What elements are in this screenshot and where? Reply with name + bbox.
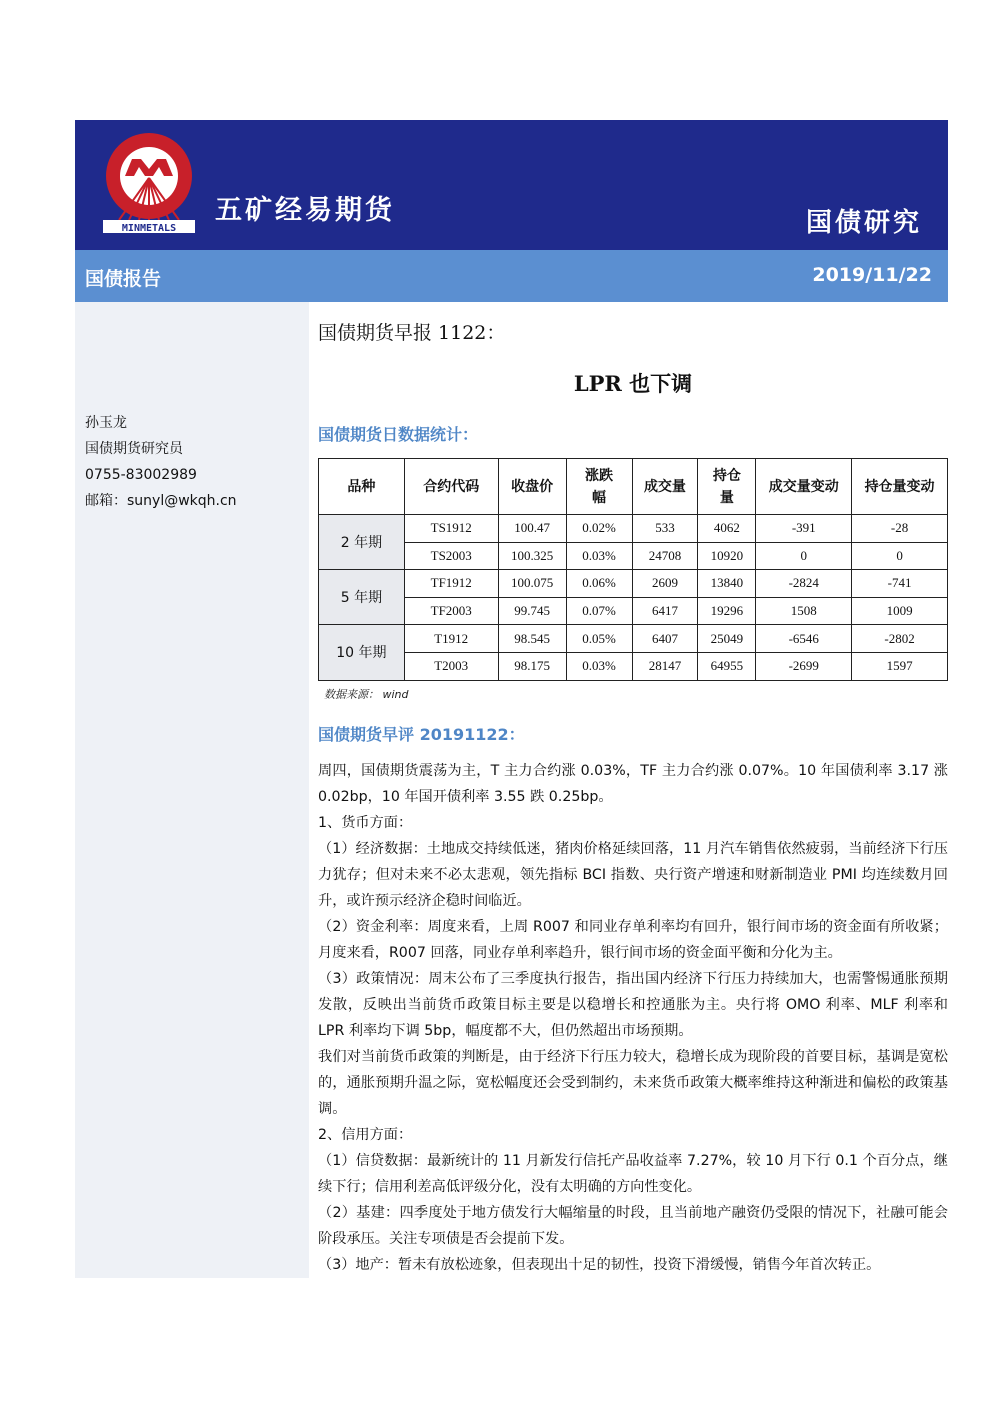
- table-cell: 19296: [698, 597, 756, 625]
- table-row: [319, 570, 948, 598]
- table-cell: 1009: [852, 597, 948, 625]
- table-cell: 4062: [698, 515, 756, 543]
- table-cell: 0.03%: [566, 542, 632, 570]
- author-name: 孙玉龙: [85, 415, 127, 431]
- table-cell: TF1912: [404, 570, 498, 598]
- headline: LPR 也下调: [573, 371, 693, 396]
- table-row: [319, 542, 948, 570]
- table-cell: TS1912: [404, 515, 498, 543]
- table-cell: 1597: [852, 652, 948, 680]
- table-cell: 0.03%: [566, 652, 632, 680]
- table-header: 涨跌幅: [566, 459, 632, 515]
- author-info: [85, 410, 237, 514]
- table-cell: -2802: [852, 625, 948, 653]
- table-cell: 24708: [632, 542, 698, 570]
- table-header: 收盘价: [498, 459, 566, 515]
- body-paragraph: 2、信用方面：: [318, 1127, 413, 1143]
- logo-lettering: MINMETALS: [121, 223, 177, 234]
- body-paragraph: （3）政策情况：周末公布了三季度执行报告，指出国内经济下行压力持续加大，也需警惕通胀预期发散，反映出当前货币政策目标主要是以稳增长和控通胀为主。央行将 OMO 利率、MLF 利率和 LPR 利率均下调 5bp，幅度都不大，但仍然超出市场预期。: [318, 971, 948, 1039]
- table-header: 合约代码: [404, 459, 498, 515]
- review-heading: 国债期货早评 20191122：: [318, 725, 525, 744]
- table-header: 持仓量变动: [852, 459, 948, 515]
- futures-stats-table: [318, 458, 948, 681]
- table-header: 成交量变动: [756, 459, 852, 515]
- body-paragraph: 周四，国债期货震荡为主，T 主力合约涨 0.03%，TF 主力合约涨 0.07%。10 年国债利率 3.17 涨 0.02bp，10 年国开债利率 3.55 跌 0.25bp。: [318, 763, 948, 805]
- table-cell: 0.02%: [566, 515, 632, 543]
- body-paragraph: （3）地产：暂未有放松迹象，但表现出十足的韧性，投资下滑缓慢，销售今年首次转正。: [318, 1257, 881, 1273]
- table-cell: 100.47: [498, 515, 566, 543]
- variety-cell: 2 年期: [319, 515, 405, 570]
- table-cell: 6407: [632, 625, 698, 653]
- table-cell: T1912: [404, 625, 498, 653]
- table-row: [319, 652, 948, 680]
- table-cell: 28147: [632, 652, 698, 680]
- table-cell: TS2003: [404, 542, 498, 570]
- table-cell: -2699: [756, 652, 852, 680]
- table-cell: 99.745: [498, 597, 566, 625]
- author-phone: 0755-83002989: [85, 467, 197, 483]
- data-source: 数据来源： wind: [324, 688, 409, 701]
- author-title: 国债期货研究员: [85, 441, 183, 457]
- table-cell: 98.545: [498, 625, 566, 653]
- report-date: 2019/11/22: [812, 264, 932, 286]
- body-paragraph: （2）资金利率：周度来看，上周 R007 和同业存单利率均有回升，银行间市场的资金面有所收紧；月度来看，R007 回落，同业存单利率趋升，银行间市场的资金面平衡和分化为主。: [318, 919, 948, 961]
- table-cell: 13840: [698, 570, 756, 598]
- table-cell: 98.175: [498, 652, 566, 680]
- body-paragraph: （1）经济数据：土地成交持续低迷，猪肉价格延续回落，11 月汽车销售依然疲弱，当前经济下行压力犹存；但对未来不必太悲观，领先指标 BCI 指数、央行资产增速和财新制造业 PMI 均连续数月回升，或许预示经济企稳时间临近。: [318, 841, 948, 909]
- table-cell: -391: [756, 515, 852, 543]
- table-cell: 64955: [698, 652, 756, 680]
- author-email[interactable]: 邮箱：sunyl@wkqh.cn: [85, 493, 237, 509]
- table-row: [319, 597, 948, 625]
- table-cell: -741: [852, 570, 948, 598]
- review-body: [318, 758, 948, 1278]
- table-cell: T2003: [404, 652, 498, 680]
- table-cell: -6546: [756, 625, 852, 653]
- table-cell: 1508: [756, 597, 852, 625]
- body-paragraph: 我们对当前货币政策的判断是，由于经济下行压力较大，稳增长成为现阶段的首要目标，基调是宽松的，通胀预期升温之际，宽松幅度还会受到制约，未来货币政策大概率维持这种渐进和偏松的政策基调。: [318, 1049, 948, 1117]
- report-header: [75, 120, 948, 250]
- sidebar: [75, 302, 309, 1278]
- company-name: 五矿经易期货: [215, 195, 395, 226]
- table-cell: TF2003: [404, 597, 498, 625]
- table-cell: 25049: [698, 625, 756, 653]
- report-type: 国债报告: [85, 268, 162, 290]
- table-cell: 0: [852, 542, 948, 570]
- table-header: 品种: [319, 459, 405, 515]
- variety-cell: 10 年期: [319, 625, 405, 680]
- table-cell: 0.06%: [566, 570, 632, 598]
- table-header: 成交量: [632, 459, 698, 515]
- section-title: 国债研究: [805, 208, 922, 238]
- body-paragraph: （2）基建：四季度处于地方债发行大幅缩量的时段，且当前地产融资仍受限的情况下，社融可能会阶段承压。关注专项债是否会提前下发。: [318, 1205, 948, 1247]
- table-header: 持仓量: [698, 459, 756, 515]
- table-cell: 6417: [632, 597, 698, 625]
- table-cell: 2609: [632, 570, 698, 598]
- body-paragraph: 1、货币方面：: [318, 815, 413, 831]
- stats-heading: 国债期货日数据统计：: [318, 425, 479, 444]
- table-cell: 0.07%: [566, 597, 632, 625]
- table-cell: 10920: [698, 542, 756, 570]
- doc-title: 国债期货早报 1122：: [318, 322, 506, 344]
- table-cell: 533: [632, 515, 698, 543]
- variety-cell: 5 年期: [319, 570, 405, 625]
- table-cell: 100.075: [498, 570, 566, 598]
- table-cell: 100.325: [498, 542, 566, 570]
- minmetals-logo-icon: [101, 132, 197, 236]
- report-subbar: [75, 250, 948, 302]
- body-paragraph: （1）信贷数据：最新统计的 11 月新发行信托产品收益率 7.27%，较 10 月下行 0.1 个百分点，继续下行；信用利差高低评级分化，没有太明确的方向性变化。: [318, 1153, 948, 1195]
- table-row: [319, 625, 948, 653]
- table-row: [319, 515, 948, 543]
- table-cell: -28: [852, 515, 948, 543]
- table-cell: 0: [756, 542, 852, 570]
- table-cell: -2824: [756, 570, 852, 598]
- table-cell: 0.05%: [566, 625, 632, 653]
- table-header-row: [319, 459, 948, 515]
